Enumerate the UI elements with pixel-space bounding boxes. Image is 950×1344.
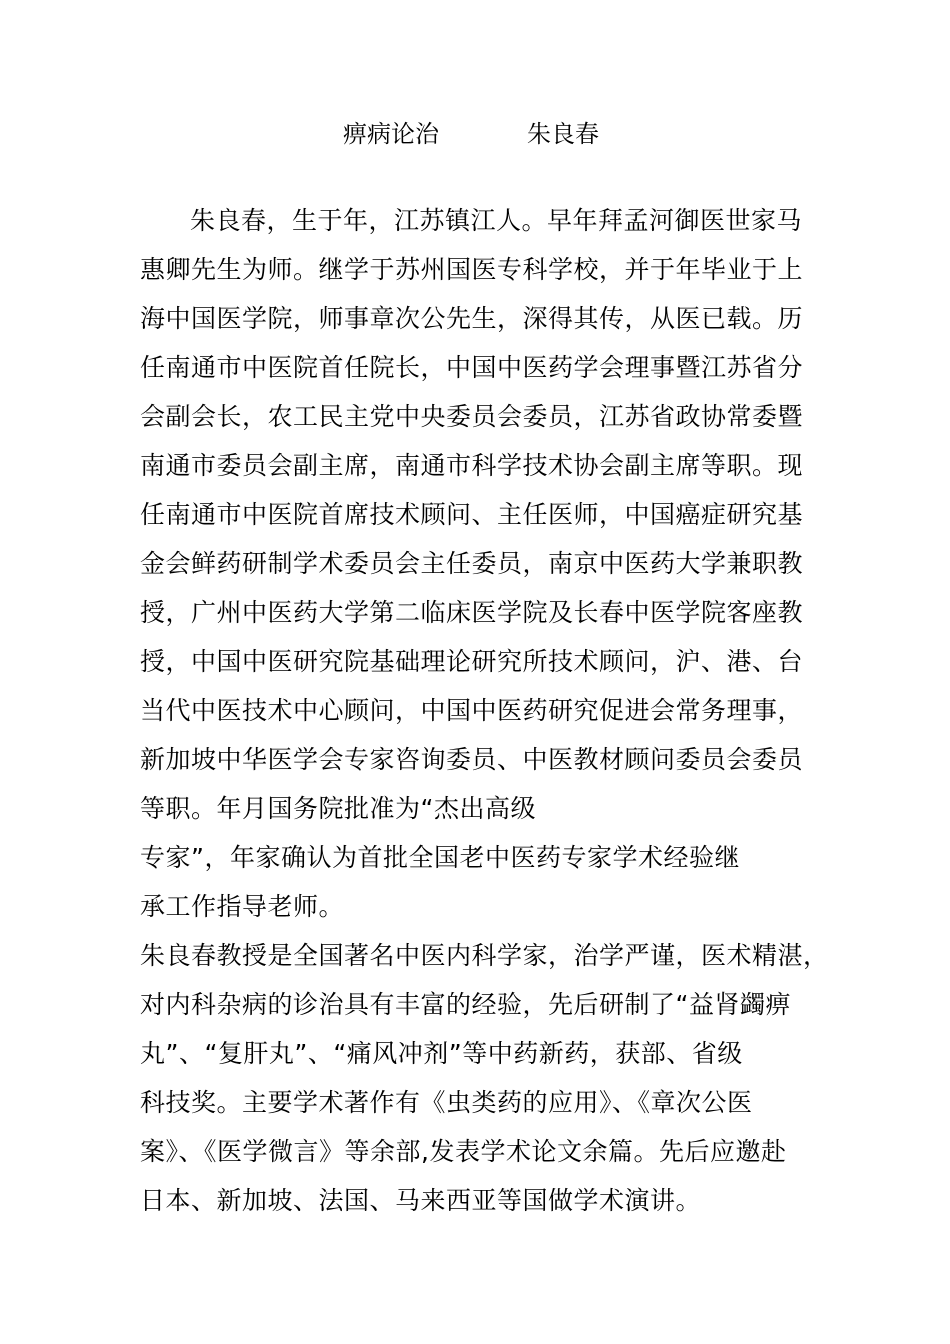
text-line: 案》、《医学微言》等余部,发表学术论文余篇。先后应邀赴 (140, 1137, 787, 1166)
text-line: 惠卿先生为师。继学于苏州国医专科学校，并于年毕业于上 (140, 255, 804, 284)
text-line: 南通市委员会副主席，南通市科学技术协会副主席等职。现 (140, 451, 804, 480)
text-line: 丸”、“复肝丸”、“痛风冲剂”等中药新药，获部、省级 (140, 1039, 743, 1068)
text-line: 朱良春，生于年，江苏镇江人。早年拜孟河御医世家马 (190, 206, 803, 235)
text-line: 专家”，年家确认为首批全国老中医药专家学术经验继 (140, 843, 740, 872)
document-body (140, 197, 830, 1226)
text-line: 海中国医学院，师事章次公先生，深得其传，从医已载。历 (140, 304, 804, 333)
text-line: 授，广州中医药大学第二临床医学院及长春中医学院客座教 (140, 598, 804, 627)
title-line (0, 116, 950, 156)
text-line: 日本、新加坡、法国、马来西亚等国做学术演讲。 (140, 1186, 702, 1215)
text-line: 会副会长，农工民主党中央委员会委员，江苏省政协常委暨 (140, 402, 804, 431)
document-title: 痹病论治 (343, 120, 439, 148)
text-line: 金会鲜药研制学术委员会主任委员，南京中医药大学兼职教 (140, 549, 804, 578)
text-line: 任南通市中医院首席技术顾问、主任医师，中国癌症研究基 (140, 500, 804, 529)
text-line: 授，中国中医研究院基础理论研究所技术顾问，沪、港、台 (140, 647, 804, 676)
text-line: 任南通市中医院首任院长，中国中医药学会理事暨江苏省分 (140, 353, 804, 382)
text-line: 等职。年月国务院批准为“杰出高级 (140, 794, 536, 823)
text-line: 新加坡中华医学会专家咨询委员、中医教材顾问委员会委员 (140, 745, 804, 774)
text-line: 当代中医技术中心顾问，中国中医药研究促进会常务理事， (140, 696, 804, 725)
document-author: 朱良春 (527, 120, 599, 148)
text-line: 对内科杂病的诊治具有丰富的经验，先后研制了“益肾蠲痹 (140, 990, 791, 1019)
text-line: 科技奖。主要学术著作有《虫类药的应用》、《章次公医 (140, 1088, 753, 1117)
text-line: 承工作指导老师。 (140, 892, 345, 921)
text-line: 朱良春教授是全国著名中医内科学家，治学严谨，医术精湛， (140, 941, 829, 970)
